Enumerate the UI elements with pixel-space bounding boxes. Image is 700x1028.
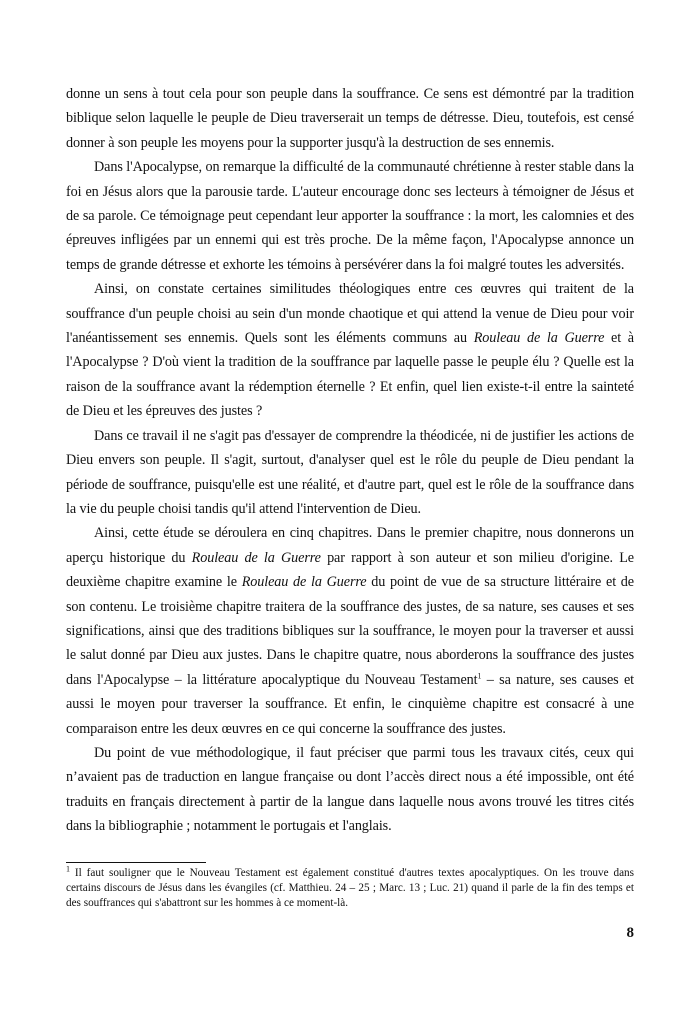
page-number: 8	[626, 925, 634, 941]
book-title: Rouleau de la Guerre	[241, 574, 367, 591]
paragraph-3-part-b: et à l'Apocalypse ? D'où vient la tradition de la souffrance par laquelle passe le peuple élu ? Quelle est la raison de la souffrance avant la rédemption éternelle ? Et enfin, quel lien existe-t-il entre la sainteté de Dieu et les épreuves des justes ?	[66, 330, 635, 420]
paragraph-3	[66, 277, 634, 423]
paragraph-5	[66, 521, 634, 741]
book-title: Rouleau de la Guerre	[191, 549, 321, 566]
body-text	[66, 82, 634, 839]
footnote-separator	[66, 862, 206, 863]
paragraph-4: Dans ce travail il ne s'agit pas d'essayer de comprendre la théodicée, ni de justifier les actions de Dieu envers son peuple. Il s'agit, surtout, d'analyser quel est le rôle du peuple de Dieu pendant la période de souffrance, puisqu'elle est une réalité, et d'autre part, quel est le rôle de la souffrance dans la vie du peuple choisi tandis qu'il attend l'intervention de Dieu.	[66, 427, 634, 517]
paragraph-5-part-c: du point de vue de sa structure littéraire et de son contenu. Le troisième chapitre traitera de la souffrance des justes, de sa nature, ses causes et ses significations, ainsi que des traditions bibliques sur la souffrance, le moyen pour la traverser et aussi le salut donné par Dieu aux justes. Dans le chapitre quatre, nous aborderons la souffrance des justes dans l'Apocalypse – la littérature apocalyptique du Nouveau Testament	[66, 574, 634, 688]
paragraph-3-part-a: Ainsi, on constate certaines similitudes théologiques entre ces œuvres qui traitent de la souffrance d'un peuple choisi au sein d'un monde chaotique et qui attend la venue de Dieu pour voir l'anéantissement ses ennemis. Quels sont les éléments communs au	[66, 281, 634, 347]
footnote-reference[interactable]: 1	[477, 671, 482, 681]
paragraph-5-part-b: par rapport à son auteur et son milieu d'origine. Le deuxième chapitre examine le	[66, 549, 634, 591]
paragraph-5-part-d: – sa nature, ses causes et aussi le moyen pour traverser la souffrance. Et enfin, le cinquième chapitre est consacré à une comparaison entre les deux œuvres en ce qui concerne la souffrance des justes.	[66, 671, 634, 737]
paragraph-1: donne un sens à tout cela pour son peuple dans la souffrance. Ce sens est démontré par la tradition biblique selon laquelle le peuple de Dieu traverserait un temps de détresse. Dieu, toutefois, est censé donner à son peuple les moyens pour la supporter jusqu'à la destruction de ses ennemis.	[66, 86, 634, 151]
footnote	[66, 866, 634, 911]
footnote-text: Il faut souligner que le Nouveau Testament est également constitué d'autres textes apocalyptiques. On les trouve dans certains discours de Jésus dans les évangiles (cf. Matthieu. 24 – 25 ; Marc. 13 ; Luc. 21) quand il parle de la fin des temps et des souffrances qui s'abattront sur les hommes à ce moment-là.	[66, 867, 634, 909]
paragraph-2: Dans l'Apocalypse, on remarque la difficulté de la communauté chrétienne à rester stable dans la foi en Jésus alors que la parousie tarde. L'auteur encourage donc ses lecteurs à témoigner de Jésus et de sa parole. Ce témoignage peut cependant leur apporter la souffrance : la mort, les calomnies et des épreuves infligées par un ennemi qui est très proche. De la même façon, l'Apocalypse annonce un temps de grande détresse et exhorte les témoins à persévérer dans la foi malgré toutes les adversités.	[66, 159, 634, 273]
footnote-number: 1	[66, 864, 70, 874]
paragraph-6: Du point de vue méthodologique, il faut préciser que parmi tous les travaux cités, ceux qui n’avaient pas de traduction en langue française ou dont l’accès direct nous a été impossible, ont été traduits en français directement à partir de la langue dans laquelle nous avons trouvé les titres cités dans la bibliographie ; notamment le portugais et l'anglais.	[66, 744, 634, 835]
paragraph-5-part-a: Ainsi, cette étude se déroulera en cinq chapitres. Dans le premier chapitre, nous donnerons un aperçu historique du	[66, 525, 634, 566]
book-title: Rouleau de la Guerre	[473, 330, 605, 347]
